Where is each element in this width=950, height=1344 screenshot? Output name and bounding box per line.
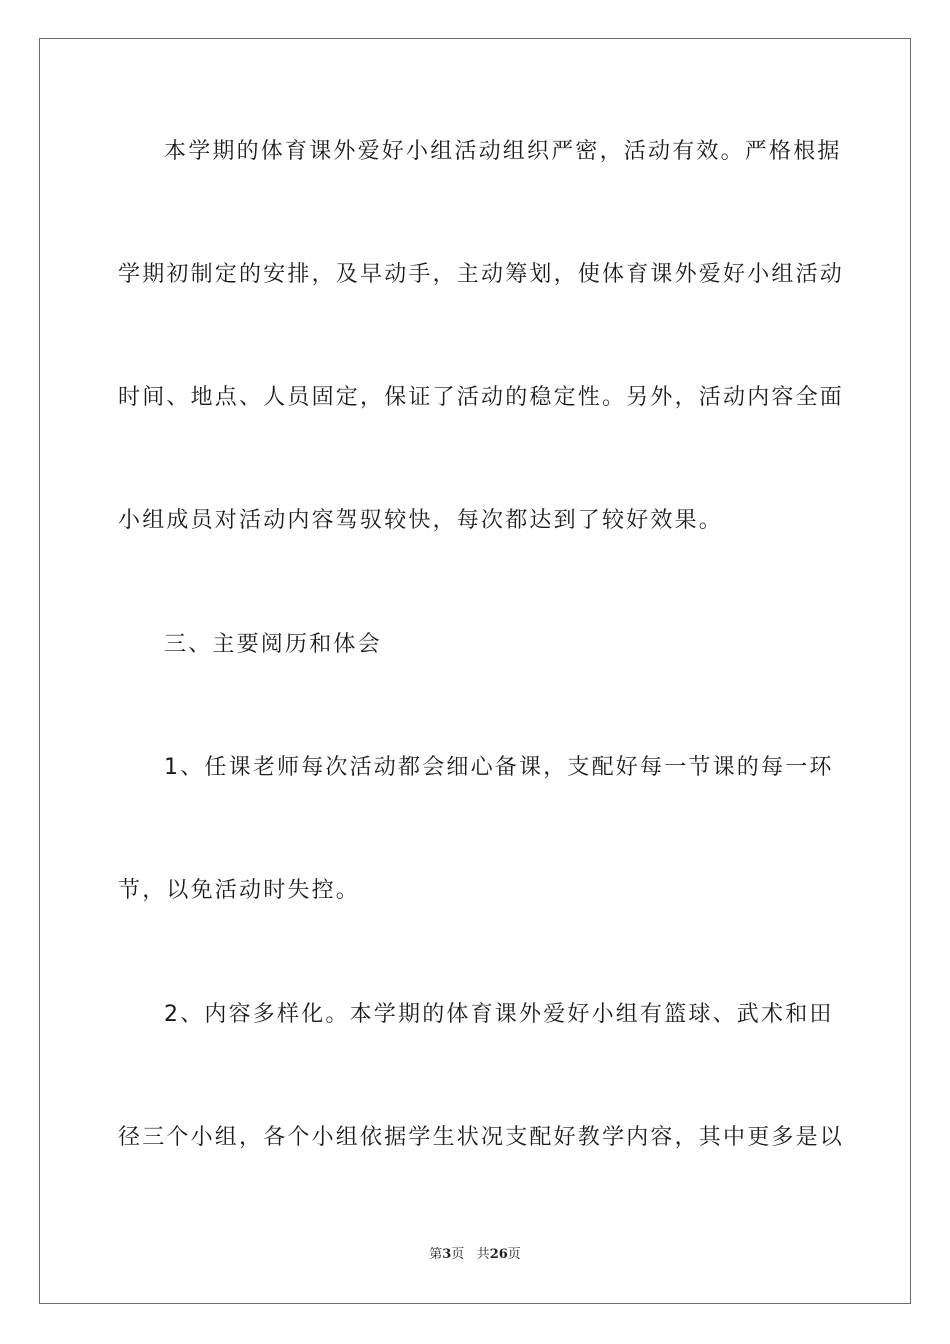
footer-total-pages: 26: [489, 1247, 508, 1262]
page-border: [39, 38, 911, 1304]
paragraph-line-7: 节，以免活动时失控。: [118, 878, 361, 903]
footer-total-suffix: 页: [507, 1247, 521, 1262]
footer-page-number: 3: [442, 1247, 452, 1262]
section-heading: 三、主要阅历和体会: [164, 632, 382, 657]
footer-page-prefix: 第: [429, 1247, 443, 1262]
footer-total-prefix: 共: [476, 1247, 490, 1262]
page-footer: [0, 1246, 950, 1264]
paragraph-line-8: 2、内容多样化。本学期的体育课外爱好小组有篮球、武术和田: [164, 1002, 834, 1027]
paragraph-line-3: 时间、地点、人员固定，保证了活动的稳定性。另外，活动内容全面: [118, 385, 845, 410]
paragraph-line-1: 本学期的体育课外爱好小组活动组织严密，活动有效。严格根据: [164, 139, 842, 164]
footer-page-suffix: 页: [451, 1247, 465, 1262]
paragraph-line-6: 1、任课老师每次活动都会细心备课，支配好每一节课的每一环: [164, 755, 834, 780]
paragraph-line-4: 小组成员对活动内容驾驭较快，每次都达到了较好效果。: [118, 508, 724, 533]
paragraph-line-2: 学期初制定的安排，及早动手，主动筹划，使体育课外爱好小组活动: [118, 262, 845, 287]
paragraph-line-9: 径三个小组，各个小组依据学生状况支配好教学内容，其中更多是以: [118, 1125, 845, 1150]
